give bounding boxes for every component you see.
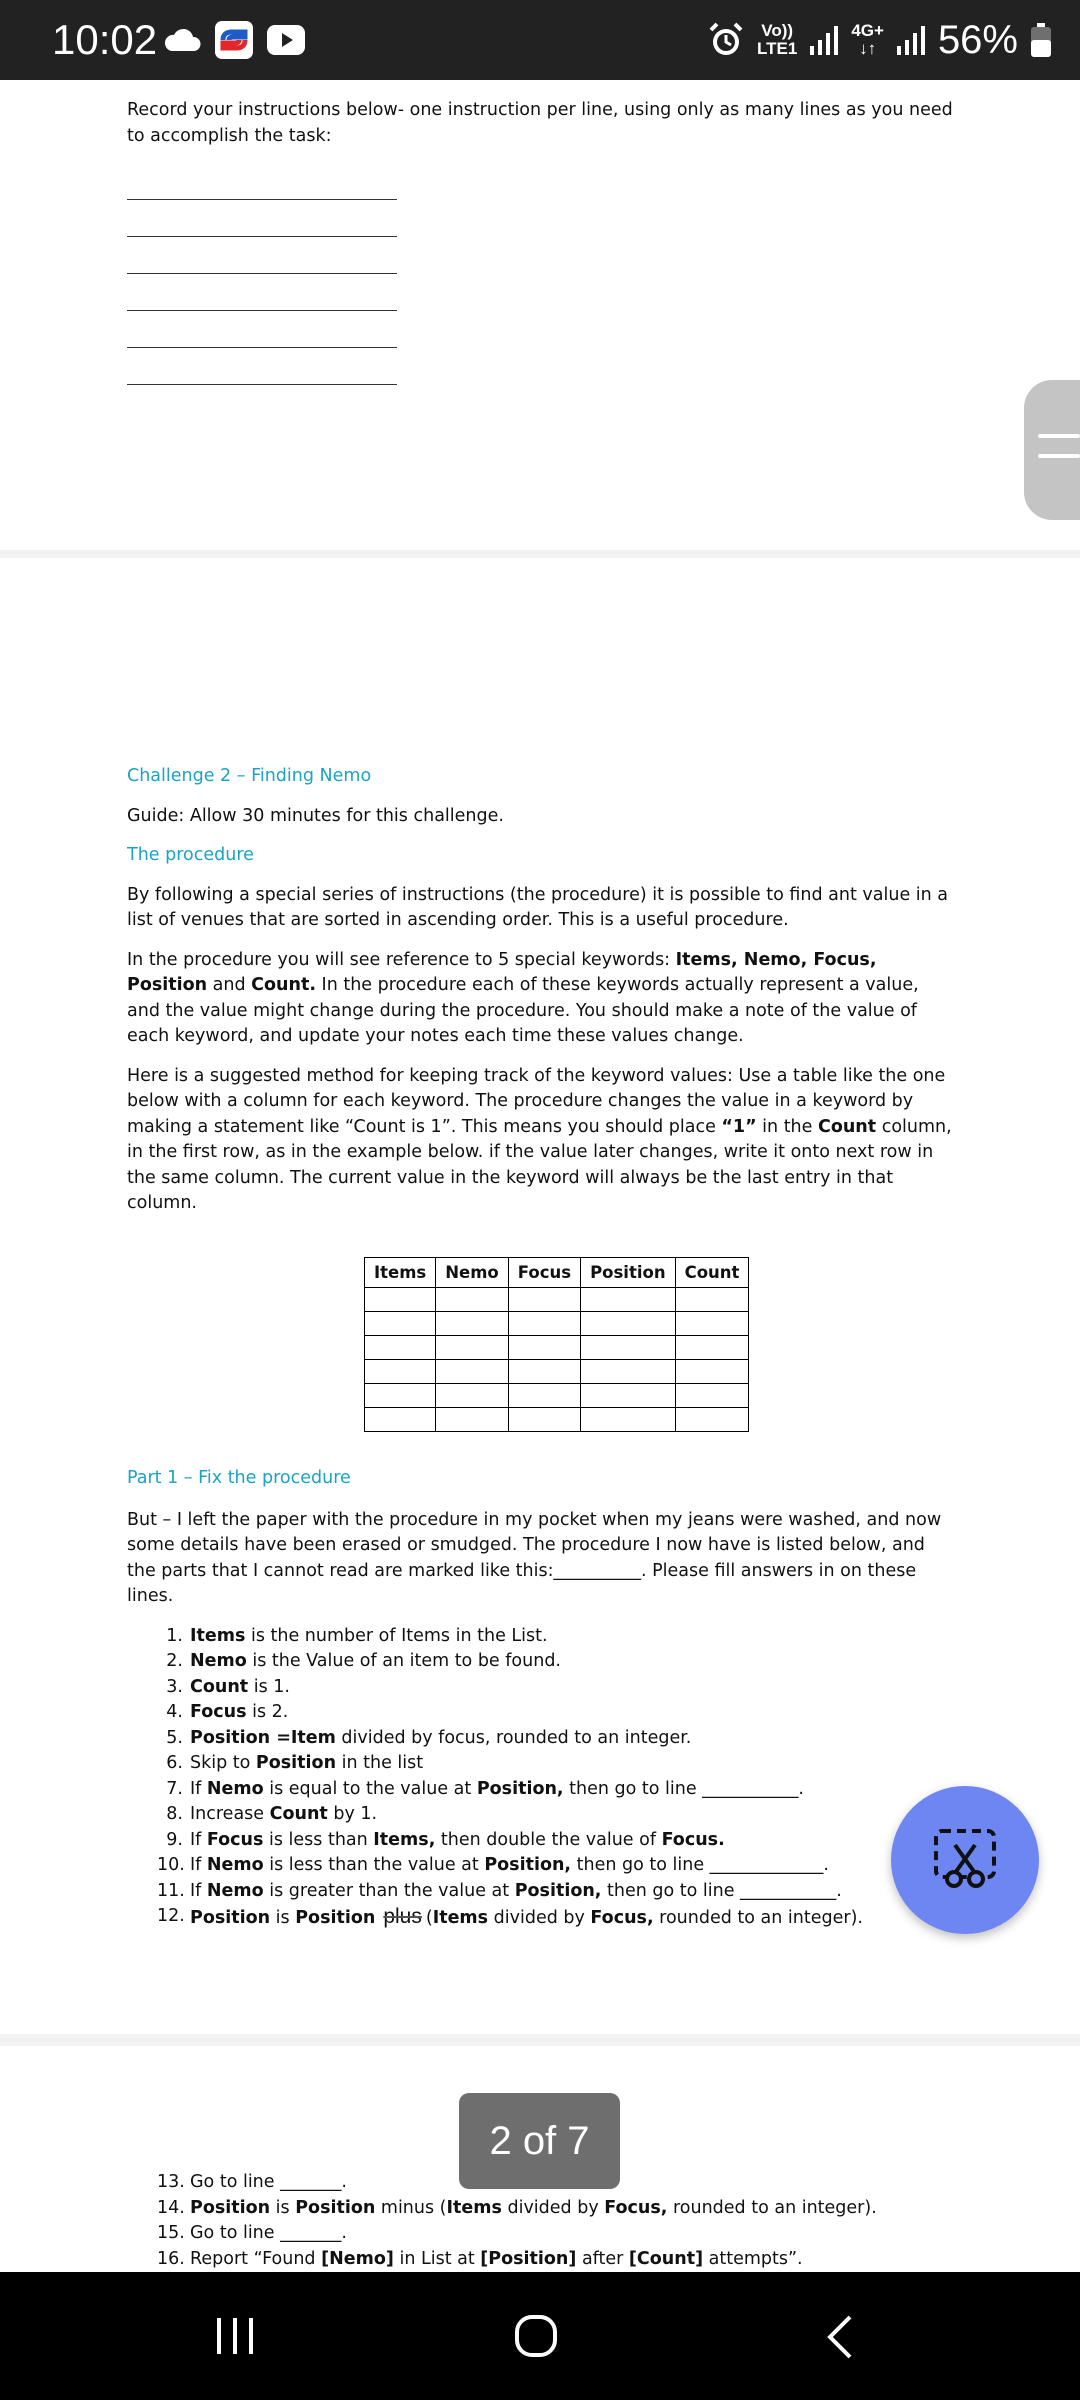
status-right	[707, 12, 1052, 68]
page-indicator: 2 of 7	[459, 2093, 620, 2189]
procedure-step	[127, 1624, 957, 1650]
step-text: in List at	[393, 2248, 481, 2269]
procedure-step	[127, 1879, 957, 1905]
step-number: 10.	[157, 1855, 185, 1875]
battery-percent: 56%	[937, 17, 1018, 62]
step-keyword: Count	[269, 1804, 328, 1824]
step-text: If	[190, 1778, 207, 1799]
step-keyword: Focus,	[604, 2197, 668, 2218]
step-text: then go to line ___________.	[601, 1880, 842, 1901]
volte-bottom: LTE1	[757, 39, 798, 58]
step-keyword: Position	[190, 1908, 271, 1928]
step-text: minus (	[375, 2197, 447, 2218]
step-keyword: Position,	[476, 1778, 564, 1799]
step-number: 5.	[166, 1727, 183, 1748]
answer-line	[127, 348, 397, 385]
step-text: is 2.	[246, 1702, 289, 1722]
keyword-table	[364, 1257, 749, 1433]
table-cell	[675, 1312, 749, 1336]
status-bar	[0, 0, 1080, 80]
page1-content	[127, 98, 957, 385]
step-keyword: Nemo	[206, 1778, 264, 1799]
step-keyword: Nemo	[190, 1651, 247, 1671]
recents-icon[interactable]	[214, 2316, 256, 2356]
step-keyword: Position,	[514, 1880, 602, 1901]
step-keyword: Focus	[206, 1829, 264, 1850]
step-text: rounded to an integer).	[667, 2197, 877, 2218]
step-keyword: Position =Item	[190, 1727, 336, 1748]
table-cell	[581, 1336, 676, 1360]
table-cell	[508, 1312, 580, 1336]
signal-icon	[809, 24, 839, 56]
step-number: 9.	[166, 1829, 183, 1850]
para2-and: and	[207, 975, 252, 995]
table-cell	[581, 1408, 676, 1432]
para3-text-2: in the	[756, 1116, 818, 1137]
challenge-heading: Challenge 2 – Finding Nemo	[127, 766, 372, 786]
table-cell	[675, 1408, 749, 1432]
table-cell	[365, 1384, 436, 1408]
para3-text: Here is a suggested method for keeping track of the keyword values: Use a table like the one below with a column for each keyword. The procedure changes the value in a keyword by making a statement like “Count is 1”. This means you should place	[127, 1065, 946, 1137]
table-row	[365, 1312, 749, 1336]
table-header: Count	[675, 1257, 749, 1288]
answer-lines	[127, 163, 957, 385]
step-keyword: Focus.	[661, 1829, 725, 1850]
net-top: 4G+	[851, 21, 884, 40]
step-number: 16.	[157, 2248, 185, 2269]
instructions-text: Record your instructions below- one instruction per line, using only as many lines as you need to accomplish the task:	[127, 100, 953, 146]
table-cell	[675, 1384, 749, 1408]
table-cell	[436, 1384, 509, 1408]
procedure-step	[127, 1700, 957, 1726]
procedure-para-3	[127, 1064, 957, 1217]
step-keyword: Position	[255, 1753, 337, 1773]
table-cell	[508, 1288, 580, 1312]
table-cell	[365, 1360, 436, 1384]
step-number: 3.	[166, 1676, 183, 1697]
handle-line	[1038, 454, 1080, 458]
battery-icon	[1030, 22, 1052, 58]
procedure-step	[127, 1904, 957, 1932]
step-text: divided by	[488, 1908, 591, 1928]
step-number: 6.	[166, 1753, 183, 1773]
step-text: Go to line _______.	[190, 2172, 347, 2192]
table-header: Items	[365, 1257, 436, 1288]
table-row	[365, 1288, 749, 1312]
volte-top: Vo))	[761, 21, 794, 40]
table-cell	[365, 1288, 436, 1312]
back-icon[interactable]	[824, 2314, 856, 2360]
table-cell	[508, 1360, 580, 1384]
table-row	[365, 1408, 749, 1432]
step-keyword: Position	[295, 1908, 376, 1928]
step-number: 7.	[166, 1778, 183, 1799]
procedure-step	[127, 1726, 957, 1752]
navigation-bar	[0, 2272, 1080, 2400]
app-notification-icon	[214, 20, 254, 60]
home-icon[interactable]	[514, 2314, 558, 2358]
answer-line	[127, 200, 397, 237]
step-keyword: Count	[190, 1676, 249, 1697]
step-number: 11.	[157, 1880, 185, 1901]
table-cell	[436, 1408, 509, 1432]
step-text: is 1.	[248, 1676, 290, 1697]
step-text: is the Value of an item to be found.	[246, 1651, 561, 1671]
table-body	[365, 1288, 749, 1432]
table-cell	[581, 1312, 676, 1336]
guide-text: Guide: Allow 30 minutes for this challenge.	[127, 805, 504, 826]
step-keyword: Position	[295, 2197, 376, 2218]
step-text: is equal to the value at	[263, 1778, 477, 1799]
cloud-icon	[162, 27, 202, 53]
signal-icon-2	[896, 24, 926, 56]
step-keyword: Position,	[484, 1855, 572, 1875]
step-keyword: Focus,	[590, 1908, 654, 1928]
step-text: If	[190, 1880, 207, 1901]
step-number: 12.	[157, 1906, 185, 1926]
step-number: 15.	[157, 2223, 185, 2243]
answer-line	[127, 237, 397, 274]
table-cell	[365, 1336, 436, 1360]
table-cell	[508, 1408, 580, 1432]
step-number: 13.	[157, 2172, 185, 2192]
kw-focus: Focus,	[813, 949, 877, 970]
table-cell	[436, 1360, 509, 1384]
step-text: attempts”.	[703, 2248, 803, 2269]
step-text: rounded to an integer).	[653, 1908, 863, 1928]
table-header: Focus	[508, 1257, 580, 1288]
table-header: Position	[581, 1257, 676, 1288]
procedure-steps	[127, 1624, 957, 1932]
scissors-crop-icon	[930, 1825, 1000, 1895]
step-keyword: Position	[190, 2197, 271, 2218]
step-keyword: [Position]	[480, 2248, 577, 2269]
table-row	[365, 1360, 749, 1384]
step-text: Report “Found	[190, 2248, 322, 2269]
procedure-step	[127, 1649, 957, 1675]
step-text: is less than	[263, 1829, 374, 1850]
handle-line	[1038, 434, 1080, 438]
scroll-handle[interactable]	[1024, 380, 1080, 520]
table-cell	[675, 1336, 749, 1360]
answer-line	[127, 163, 397, 200]
step-text: divided by focus, rounded to an integer.	[335, 1727, 692, 1748]
handwritten-answer: plus	[383, 1905, 422, 1928]
step-text: (	[425, 1908, 433, 1928]
procedure-step	[127, 1802, 957, 1828]
page2-content	[127, 764, 957, 1932]
table-cell	[436, 1312, 509, 1336]
step-number: 1.	[166, 1625, 183, 1646]
step-text: Skip to	[190, 1753, 256, 1773]
table-cell	[436, 1336, 509, 1360]
step-text: If	[190, 1855, 207, 1875]
step-text: then double the value of	[435, 1829, 662, 1850]
step-text: by 1.	[327, 1804, 378, 1824]
procedure-para-1: By following a special series of instructions (the procedure) it is possible to find ant value in a list of venues that are sorted in ascending order. This is a useful procedure.	[127, 884, 949, 930]
part1-heading: Part 1 – Fix the procedure	[127, 1468, 351, 1488]
step-keyword: Focus	[190, 1702, 247, 1722]
kw-position: Position	[127, 975, 208, 995]
para3-text-3: column, in the first row, as in the example below. if the value later changes, write it onto next row in the same column. The current value in the keyword will always be the last entry in that column.	[127, 1116, 952, 1213]
volte-indicator	[757, 22, 797, 58]
step-keyword: [Count]	[628, 2248, 704, 2269]
procedure-step	[127, 1777, 957, 1803]
page-1	[0, 80, 1080, 550]
table-row	[365, 1384, 749, 1408]
procedure-heading: The procedure	[127, 845, 254, 865]
step-text: then go to line _____________.	[571, 1855, 829, 1875]
answer-line	[127, 274, 397, 311]
step-text: then go to line ___________.	[563, 1778, 804, 1799]
step-keyword: [Nemo]	[321, 2248, 394, 2269]
step-keyword: Items	[432, 1908, 489, 1928]
step-text: is greater than the value at	[263, 1880, 515, 1901]
step-text: divided by	[501, 2197, 605, 2218]
table-cell	[508, 1336, 580, 1360]
table-row	[365, 1336, 749, 1360]
procedure-para-2	[127, 948, 957, 1050]
keyword-table-wrap	[364, 1257, 957, 1433]
para3-bold-count: Count	[817, 1116, 877, 1137]
table-header: Nemo	[436, 1257, 509, 1288]
step-text: in the list	[336, 1753, 424, 1773]
step-number: 4.	[166, 1702, 183, 1722]
document-viewer[interactable]	[0, 80, 1080, 2272]
answer-line	[127, 311, 397, 348]
step-text: after	[576, 2248, 629, 2269]
procedure-step	[127, 2196, 957, 2222]
table-header-row	[365, 1257, 749, 1288]
step-keyword: Nemo	[206, 1880, 264, 1901]
procedure-step	[127, 1828, 957, 1854]
step-keyword: Items	[446, 2197, 502, 2218]
table-cell	[675, 1288, 749, 1312]
table-cell	[365, 1312, 436, 1336]
step-text: is the number of Items in the List.	[245, 1625, 548, 1646]
step-keyword: Items,	[373, 1829, 436, 1850]
step-text: If	[190, 1829, 207, 1850]
para2-text-2: In the procedure each of these keywords actually represent a value, and the value might change during the procedure. You should make a note of the value of each keyword, and update your notes each time these values change.	[127, 975, 919, 1046]
table-cell	[675, 1360, 749, 1384]
network-type	[851, 22, 884, 58]
youtube-icon	[266, 20, 306, 60]
screen-capture-button[interactable]	[891, 1786, 1039, 1934]
step-text: Increase	[190, 1804, 270, 1824]
table-cell	[581, 1360, 676, 1384]
procedure-step	[127, 1675, 957, 1701]
procedure-step	[127, 2247, 957, 2273]
net-bottom: ↓↑	[859, 39, 877, 58]
kw-items: Items,	[675, 949, 744, 970]
kw-count: Count.	[251, 975, 316, 995]
para3-bold-one: “1”	[721, 1116, 757, 1137]
step-keyword: Nemo	[206, 1855, 264, 1875]
step-text: Go to line _______.	[190, 2223, 347, 2243]
alarm-icon	[707, 21, 745, 59]
step-number: 2.	[166, 1651, 183, 1671]
notification-icons	[162, 18, 306, 62]
step-text: is less than the value at	[263, 1855, 485, 1875]
step-text: is	[270, 1908, 296, 1928]
status-time: 10:02	[52, 16, 158, 63]
step-number: 8.	[166, 1804, 183, 1824]
procedure-step	[127, 1853, 957, 1879]
step-keyword: Items	[190, 1625, 246, 1646]
table-cell	[581, 1384, 676, 1408]
procedure-step	[127, 2221, 957, 2247]
kw-nemo: Nemo,	[743, 949, 814, 970]
step-number: 14.	[157, 2197, 185, 2218]
table-cell	[508, 1384, 580, 1408]
step-text: is	[270, 2197, 296, 2218]
table-cell	[436, 1288, 509, 1312]
table-cell	[581, 1288, 676, 1312]
para2-text: In the procedure you will see reference to 5 special keywords:	[127, 949, 676, 970]
procedure-step	[127, 1751, 957, 1777]
part1-para: But – I left the paper with the procedure in my pocket when my jeans were washed, and now some details have been erased or smudged. The procedure I now have is listed below, and the parts that I cannot read are marked like this:__________. Please fill answers in on these lines.	[127, 1509, 942, 1606]
table-cell	[365, 1408, 436, 1432]
